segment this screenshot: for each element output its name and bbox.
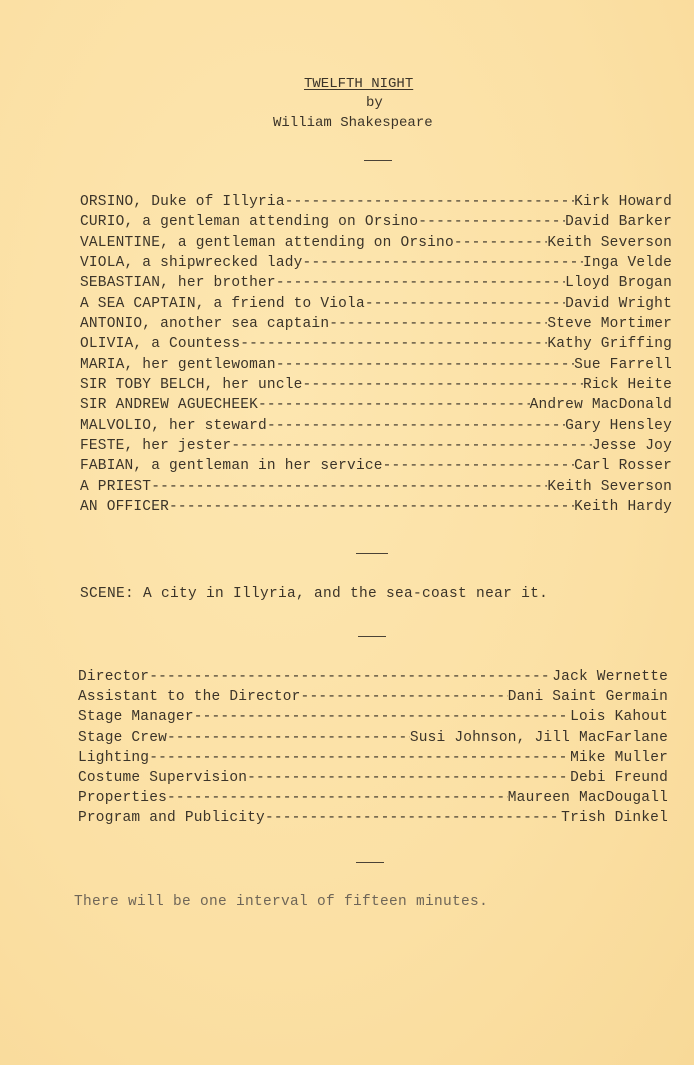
cast-name: Kirk Howard	[574, 194, 672, 210]
crew-role: Stage Crew	[78, 729, 168, 746]
cast-row	[80, 253, 672, 273]
dotted-leader	[167, 728, 410, 748]
cast-name: Sue Farrell	[574, 356, 672, 373]
separator	[358, 636, 386, 637]
cast-name: Lloyd Brogan	[565, 275, 672, 292]
dotted-leader	[258, 395, 530, 415]
cast-role: OLIVIA, a Countess	[80, 336, 241, 353]
cast-row	[80, 314, 672, 334]
crew-name: Mike Muller	[570, 749, 668, 766]
dotted-leader	[303, 253, 583, 273]
dotted-leader	[276, 273, 565, 293]
cast-row	[80, 416, 672, 436]
cast-row	[80, 395, 672, 415]
cast-row	[80, 497, 672, 517]
dotted-leader	[301, 687, 508, 707]
cast-name: Keith Hardy	[574, 499, 672, 516]
cast-name: Keith Severson	[547, 234, 672, 251]
crew-row	[78, 768, 668, 788]
cast-row	[80, 273, 672, 293]
cast-role: ANTONIO, another sea captain	[80, 316, 330, 333]
crew-role: Costume Supervision	[78, 769, 248, 786]
interval-note: There will be one interval of fifteen minutes.	[74, 894, 489, 910]
dotted-leader	[265, 808, 561, 828]
crew-name: Susi Johnson, Jill MacFarlane	[409, 729, 668, 746]
crew-row	[78, 667, 668, 687]
dotted-leader	[194, 707, 570, 727]
cast-row	[80, 456, 672, 476]
cast-name: Gary Hensley	[565, 417, 672, 434]
dotted-leader	[151, 477, 547, 497]
cast-role: A PRIEST	[80, 478, 152, 495]
cast-role: FESTE, her jester	[80, 438, 232, 455]
dotted-leader	[383, 456, 574, 476]
crew-role: Properties	[78, 790, 168, 807]
cast-role: SIR TOBY BELCH, her uncle	[80, 377, 303, 394]
cast-row	[80, 355, 672, 375]
cast-role: CURIO, a gentleman attending on Orsino	[80, 214, 419, 231]
crew-role: Program and Publicity	[78, 810, 265, 827]
crew-role: Lighting	[78, 749, 150, 766]
cast-role: AN OFFICER	[80, 499, 170, 516]
dotted-leader	[231, 436, 592, 456]
cast-name: David Wright	[565, 295, 672, 312]
cast-row	[80, 233, 672, 253]
cast-role: MALVOLIO, her steward	[80, 417, 267, 434]
dotted-leader	[285, 192, 574, 212]
cast-name: Rick Heite	[582, 377, 672, 394]
cast-role: A SEA CAPTAIN, a friend to Viola	[80, 295, 365, 312]
cast-name: Keith Severson	[547, 478, 672, 495]
crew-name: Trish Dinkel	[561, 810, 668, 827]
crew-row	[78, 687, 668, 707]
crew-name: Dani Saint Germain	[507, 689, 668, 706]
cast-role: FABIAN, a gentleman in her service	[80, 458, 383, 475]
dotted-leader	[276, 355, 574, 375]
dotted-leader	[365, 294, 565, 314]
cast-role: VIOLA, a shipwrecked lady	[80, 255, 303, 272]
crew-role: Assistant to the Director	[78, 689, 301, 706]
cast-role: SEBASTIAN, her brother	[80, 275, 276, 292]
dotted-leader	[454, 233, 548, 253]
separator	[364, 160, 392, 161]
cast-row	[80, 212, 672, 232]
cast-row	[80, 375, 672, 395]
cast-row	[80, 334, 672, 354]
crew-name: Lois Kahout	[570, 709, 668, 726]
dotted-leader	[267, 416, 565, 436]
cast-role: SIR ANDREW AGUECHEEK	[80, 397, 259, 414]
dotted-leader	[167, 788, 508, 808]
crew-name: Debi Freund	[570, 769, 668, 786]
cast-role: ORSINO, Duke of Illyria	[80, 194, 285, 210]
cast-row	[80, 294, 672, 314]
dotted-leader	[329, 314, 547, 334]
dotted-leader	[247, 768, 570, 788]
cast-name: Andrew MacDonald	[529, 397, 672, 414]
cast-row	[80, 192, 672, 212]
dotted-leader	[418, 212, 565, 232]
cast-name: Kathy Griffing	[547, 336, 672, 353]
crew-row	[78, 728, 668, 748]
dotted-leader	[240, 334, 547, 354]
crew-name: Maureen MacDougall	[507, 790, 668, 807]
dotted-leader	[303, 375, 583, 395]
crew-row	[78, 707, 668, 727]
play-title: TWELFTH NIGHT	[304, 76, 414, 92]
crew-name: Jack Wernette	[552, 669, 668, 685]
cast-role: VALENTINE, a gentleman attending on Orsino	[80, 234, 454, 251]
crew-role: Director	[78, 669, 150, 685]
cast-row	[80, 477, 672, 497]
crew-row	[78, 788, 668, 808]
dotted-leader	[149, 748, 570, 768]
cast-name: Steve Mortimer	[547, 316, 672, 333]
by-line: by	[366, 95, 383, 111]
crew-list	[78, 667, 668, 829]
author-name: William Shakespeare	[273, 115, 433, 131]
cast-name: Inga Velde	[582, 255, 672, 272]
cast-name: Jesse Joy	[591, 438, 672, 455]
cast-name: Carl Rosser	[574, 458, 672, 475]
cast-row	[80, 436, 672, 456]
crew-row	[78, 808, 668, 828]
separator	[356, 862, 384, 863]
crew-role: Stage Manager	[78, 709, 194, 726]
crew-row	[78, 748, 668, 768]
dotted-leader	[169, 497, 574, 517]
separator	[356, 553, 388, 554]
cast-list	[80, 192, 672, 518]
cast-name: David Barker	[565, 214, 672, 231]
dotted-leader	[149, 667, 552, 687]
scene-description: SCENE: A city in Illyria, and the sea-coast near it.	[80, 586, 549, 602]
cast-role: MARIA, her gentlewoman	[80, 356, 276, 373]
